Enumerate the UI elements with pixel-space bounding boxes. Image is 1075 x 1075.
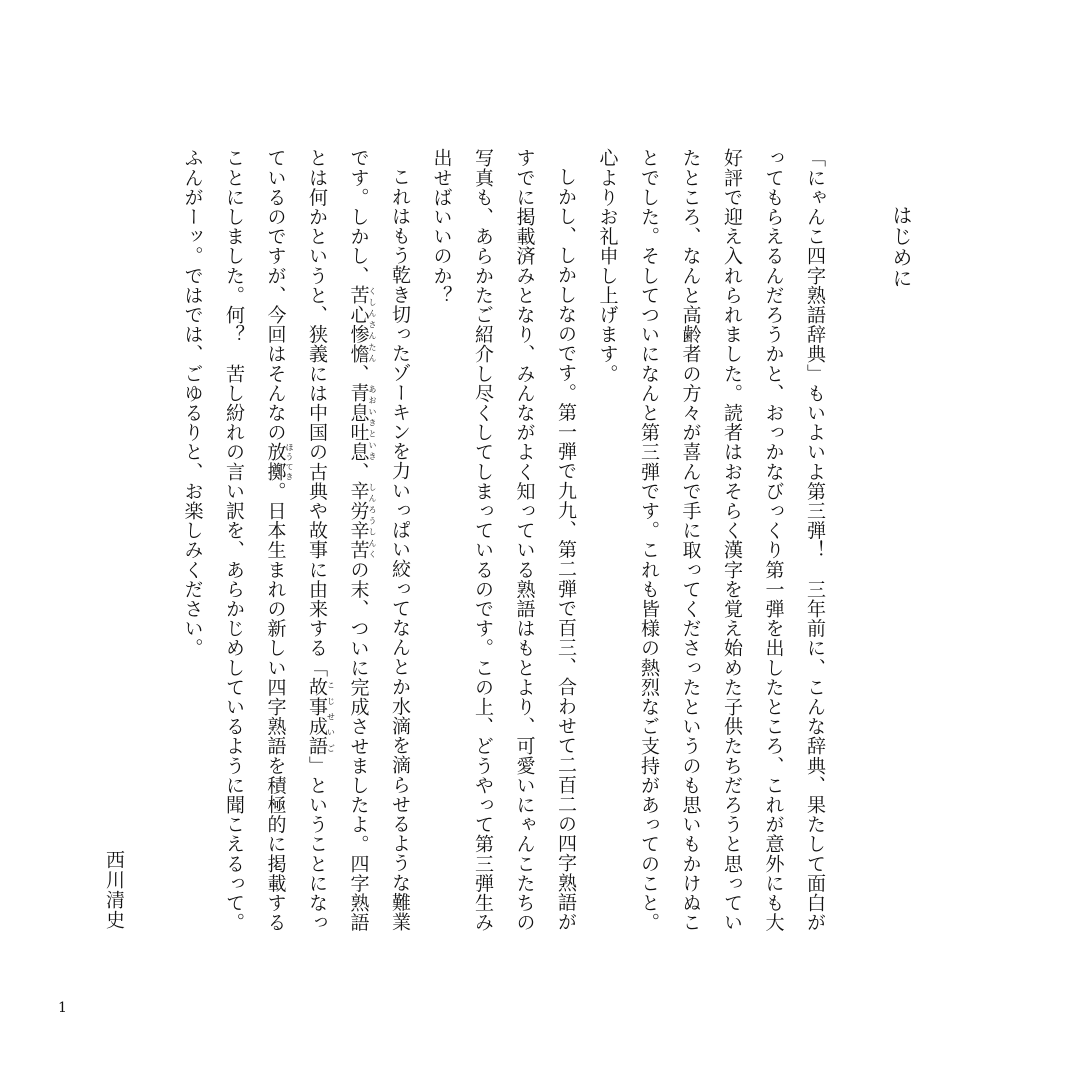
ruby-reading: あおいきといき [368, 383, 377, 462]
ruby-term: 青息吐息あおいきといき [347, 383, 377, 462]
ruby-reading: こじせいご [326, 677, 336, 756]
ruby-term: 辛労辛苦しんろうしんく [347, 481, 377, 560]
ruby-term: 放擲ほうてき [264, 442, 294, 482]
page-number: 1 [58, 1000, 67, 1016]
body-text [175, 148, 835, 938]
text-run: これはもう乾き切ったゾーキンを力いっぱい絞ってなんとか水滴を滴らせるような難業です。しかし、 [347, 148, 411, 932]
ruby-reading: しんろうしんく [368, 481, 377, 560]
ruby-term: 故事成語こじせいご [306, 677, 336, 756]
author-signature: 西川清史 [103, 850, 125, 930]
text-run: 。日本生まれの新しい四字熟語を積極的に掲載することにしました。何？ 苦し紛れの言い訳を、あらかじめしているように聞こえるって。ふんがーッ。ではでは、ごゆるりと、お楽しみください。 [181, 148, 287, 933]
text-run: しかし、しかしなのです。第一弾で九九、第二弾で百三、合わせて二百二の四字熟語がすでに掲載済みとなり、みんながよく知っている熟語はもとより、可愛いにゃんこたちの写真も、あらかたご紹介し尽くしてしまっているのです。この上、どうやって第三弾生み出せばいいのか？ [430, 148, 577, 932]
section-heading: はじめに [889, 205, 913, 289]
text-run: 、 [347, 363, 370, 384]
ruby-term: 苦心惨憺くしんさんたん [347, 285, 377, 364]
text-run: 「にゃんこ四字熟語辞典」もいよいよ第三弾！ 三年前に、こんな辞典、果たして面白がってもらえるんだろうかと、おっかなびっくり第一弾を出したところ、これが意外にも大好評で迎え入れられました。読者はおそらく漢字を覚え始めた子供たちだろうと思っていたところ、なんと高齢者の方々が喜んで手に取ってくださったというのも思いもかけぬことでした。そしてついになんと第三弾です。これも皆様の熱烈なご支持があってのこと。心よりお礼申し上げます。 [596, 148, 826, 932]
body-paragraph [586, 148, 835, 938]
text-run: 」ということになっているのですが、今回はそんなの [264, 148, 328, 933]
text-run: の末、ついに完成させましたよ。四字熟語とは何かというと、狭義には中国の古典や故事に由来する「 [306, 148, 370, 933]
ruby-reading: ほうてき [285, 442, 294, 482]
text-run: 、 [347, 461, 370, 482]
body-paragraph [171, 148, 420, 938]
ruby-reading: くしんさんたん [368, 285, 377, 364]
body-paragraph [420, 148, 586, 938]
